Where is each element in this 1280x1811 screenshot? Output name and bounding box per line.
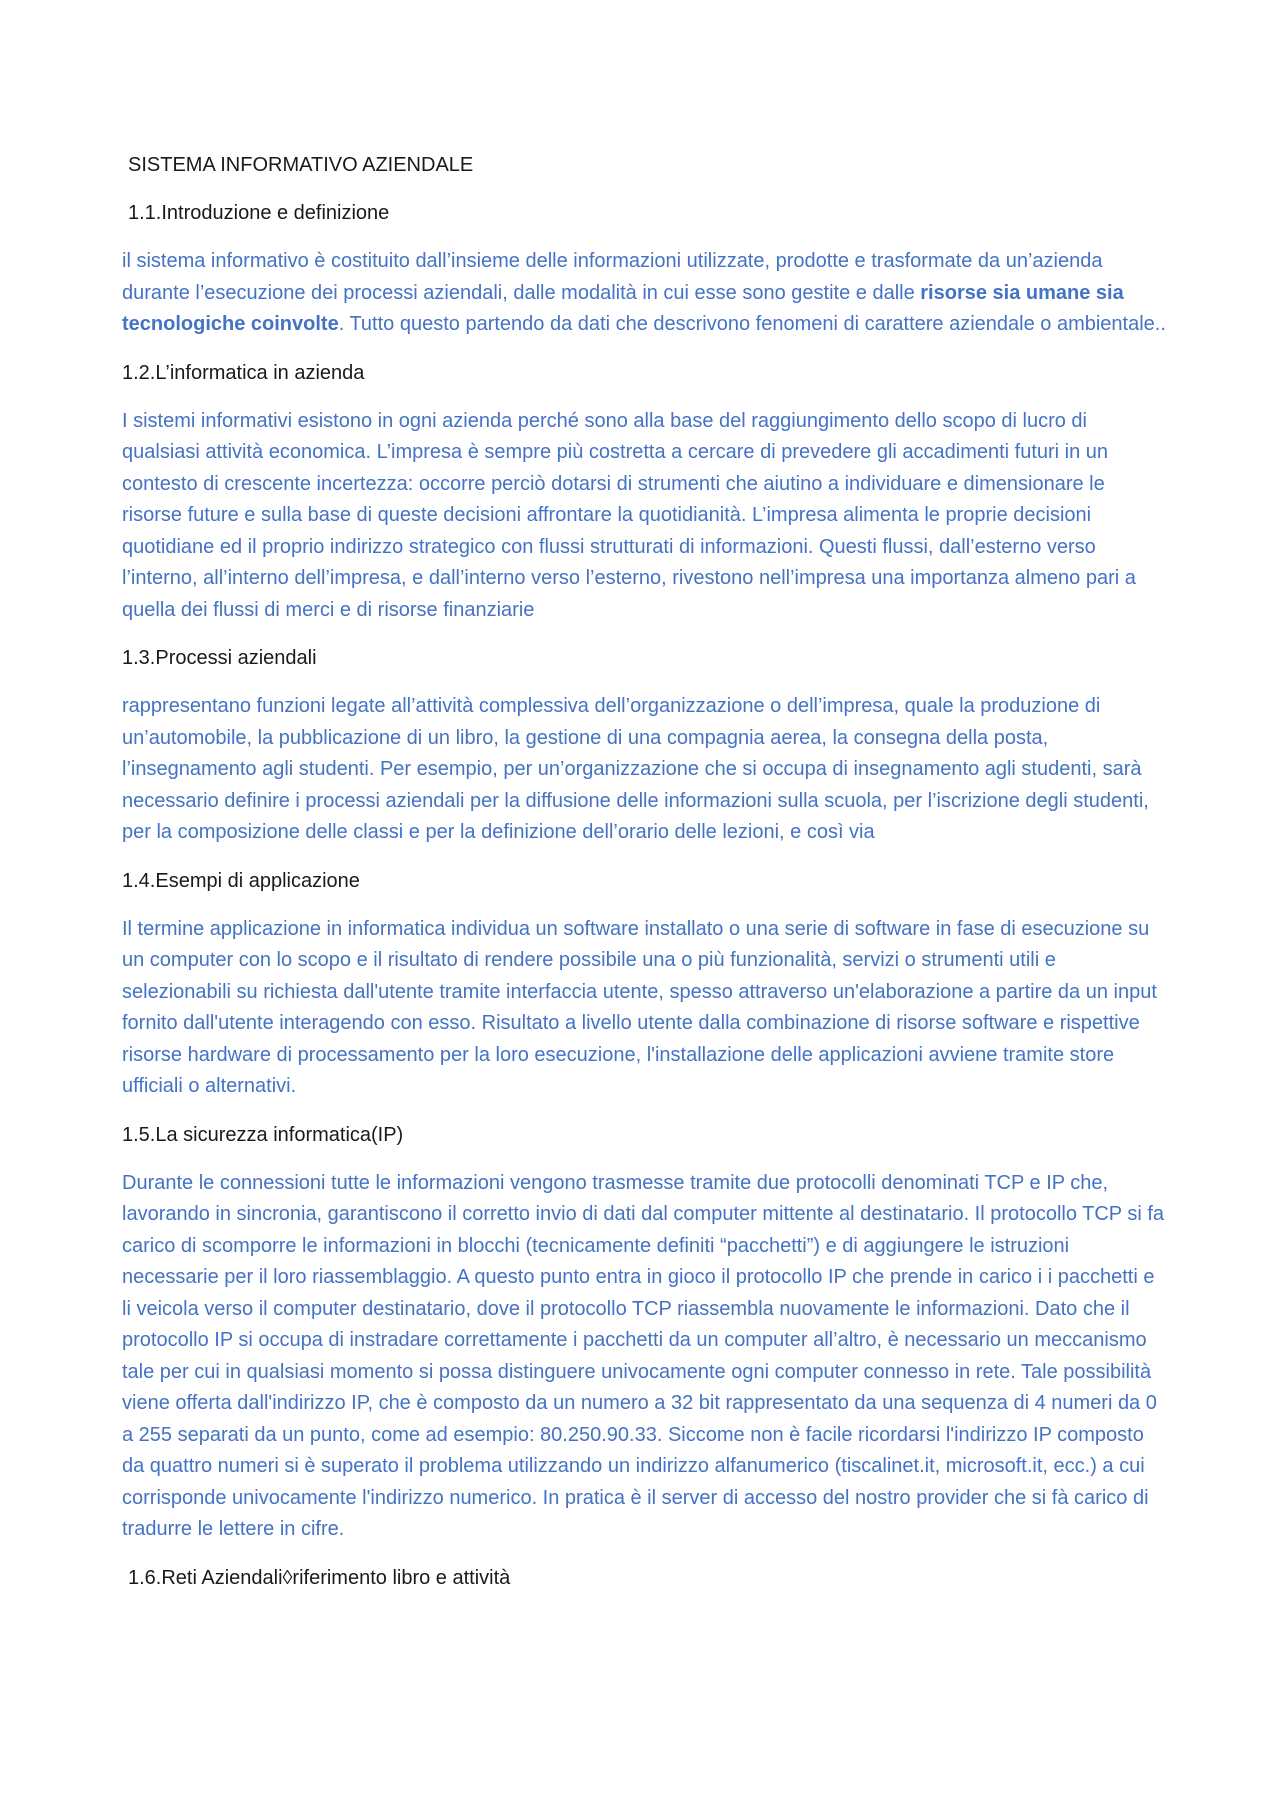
section-body-1-1-bold: risorse sia umane sia tecnologiche coinvolte <box>122 281 1124 335</box>
section-body-1-5: Durante le connessioni tutte le informazioni vengono trasmesse tramite due protocolli denominati TCP e IP che, lavorando in sincronia, garantiscono il corretto invio di dati dal computer mittente al destinatario. Il protocollo TCP si fa carico di scomporre le informazioni in blocchi (tecnicamente definiti “pacchetti”) e di aggiungere le istruzioni necessarie per il loro riassemblaggio. A questo punto entra in gioco il protocollo IP che prende in carico i i pacchetti e li veicola verso il computer destinatario, dove il protocollo TCP riassembla nuovamente le informazioni. Dato che il protocollo IP si occupa di instradare correttamente i pacchetti da un computer all’altro, è necessario un meccanismo tale per cui in qualsiasi momento si possa distinguere univocamente ogni computer connesso in rete. Tale possibilità viene offerta dall'indirizzo IP, che è composto da un numero a 32 bit rappresentato da una sequenza di 4 numeri da 0 a 255 separati da un punto, come ad esempio: 80.250.90.33. Siccome non è facile ricordarsi l'indirizzo IP composto da quattro numeri si è superato il problema utilizzando un indirizzo alfanumerico (tiscalinet.it, microsoft.it, ecc.) a cui corrisponde univocamente l'indirizzo numerico. In pratica è il server di accesso del nostro provider che si fà carico di tradurre le lettere in cifre. <box>122 1171 1165 1540</box>
section-body-1-4: Il termine applicazione in informatica individua un software installato o una serie di software in fase di esecuzione su un computer con lo scopo e il risultato di rendere possibile una o più funzionalità, servizi o strumenti utili e selezionabili su richiesta dall'utente tramite interfaccia utente, spesso attraverso un'elaborazione a partire da un input fornito dall'utente interagendo con esso. Risultato a livello utente dalla combinazione di risorse software e rispettive risorse hardware di processamento per la loro esecuzione, l'installazione delle applicazioni avviene tramite store ufficiali o alternativi. <box>122 917 1157 1097</box>
section-body-1-1-tail: . Tutto questo partendo da dati che descrivono fenomeni di carattere aziendale o ambientale.. <box>338 313 1166 335</box>
document-title: SISTEMA INFORMATIVO AZIENDALE <box>128 154 474 176</box>
section-body-1-3: rappresentano funzioni legate all’attività complessiva dell’organizzazione o dell’impresa, quale la produzione di un’automobile, la pubblicazione di un libro, la gestione di una compagnia aerea, la consegna della posta, l’insegnamento agli studenti. Per esempio, per un’organizzazione che si occupa di insegnamento agli studenti, sarà necessario definire i processi aziendali per la diffusione delle informazioni sulla scuola, per l’iscrizione degli studenti, per la composizione delle classi e per la definizione dell’orario delle lezioni, e così via <box>122 695 1149 843</box>
section-body-1-2: I sistemi informativi esistono in ogni azienda perché sono alla base del raggiungimento dello scopo di lucro di qualsiasi attività economica. L’impresa è sempre più costretta a cercare di prevedere gli accadimenti futuri in un contesto di crescente incertezza: occorre perciò dotarsi di strumenti che aiutino a individuare e dimensionare le risorse future e sulla base di queste decisioni affrontare la quotidianità. L’impresa alimenta le proprie decisioni quotidiane ed il proprio indirizzo strategico con flussi strutturati di informazioni. Questi flussi, dall’esterno verso l’interno, all’interno dell’impresa, e dall’interno verso l’esterno, rivestono nell’impresa una importanza almeno pari a quella dei flussi di merci e di risorse finanziarie <box>122 409 1136 621</box>
section-heading-1-4: 1.4.Esempi di applicazione <box>122 869 360 892</box>
section-body-1-1-text: il sistema informativo è costituito dall’insieme delle informazioni utilizzate, prodotte e trasformate da un’azienda durante l’esecuzione dei processi aziendali, dalle modalità in cui esse sono gestite e dalle <box>122 250 1103 304</box>
document-body <box>122 150 1167 1611</box>
section-heading-1-3: 1.3.Processi aziendali <box>122 647 317 669</box>
section-heading-1-5: 1.5.La sicurezza informatica(IP) <box>122 1123 404 1146</box>
section-heading-1-1: 1.1.Introduzione e definizione <box>128 202 390 224</box>
section-body-1-1 <box>122 246 1167 341</box>
section-heading-1-2: 1.2.L’informatica in azienda <box>122 361 365 384</box>
section-heading-1-6: 1.6.Reti Aziendali◊riferimento libro e attività <box>128 1566 511 1589</box>
